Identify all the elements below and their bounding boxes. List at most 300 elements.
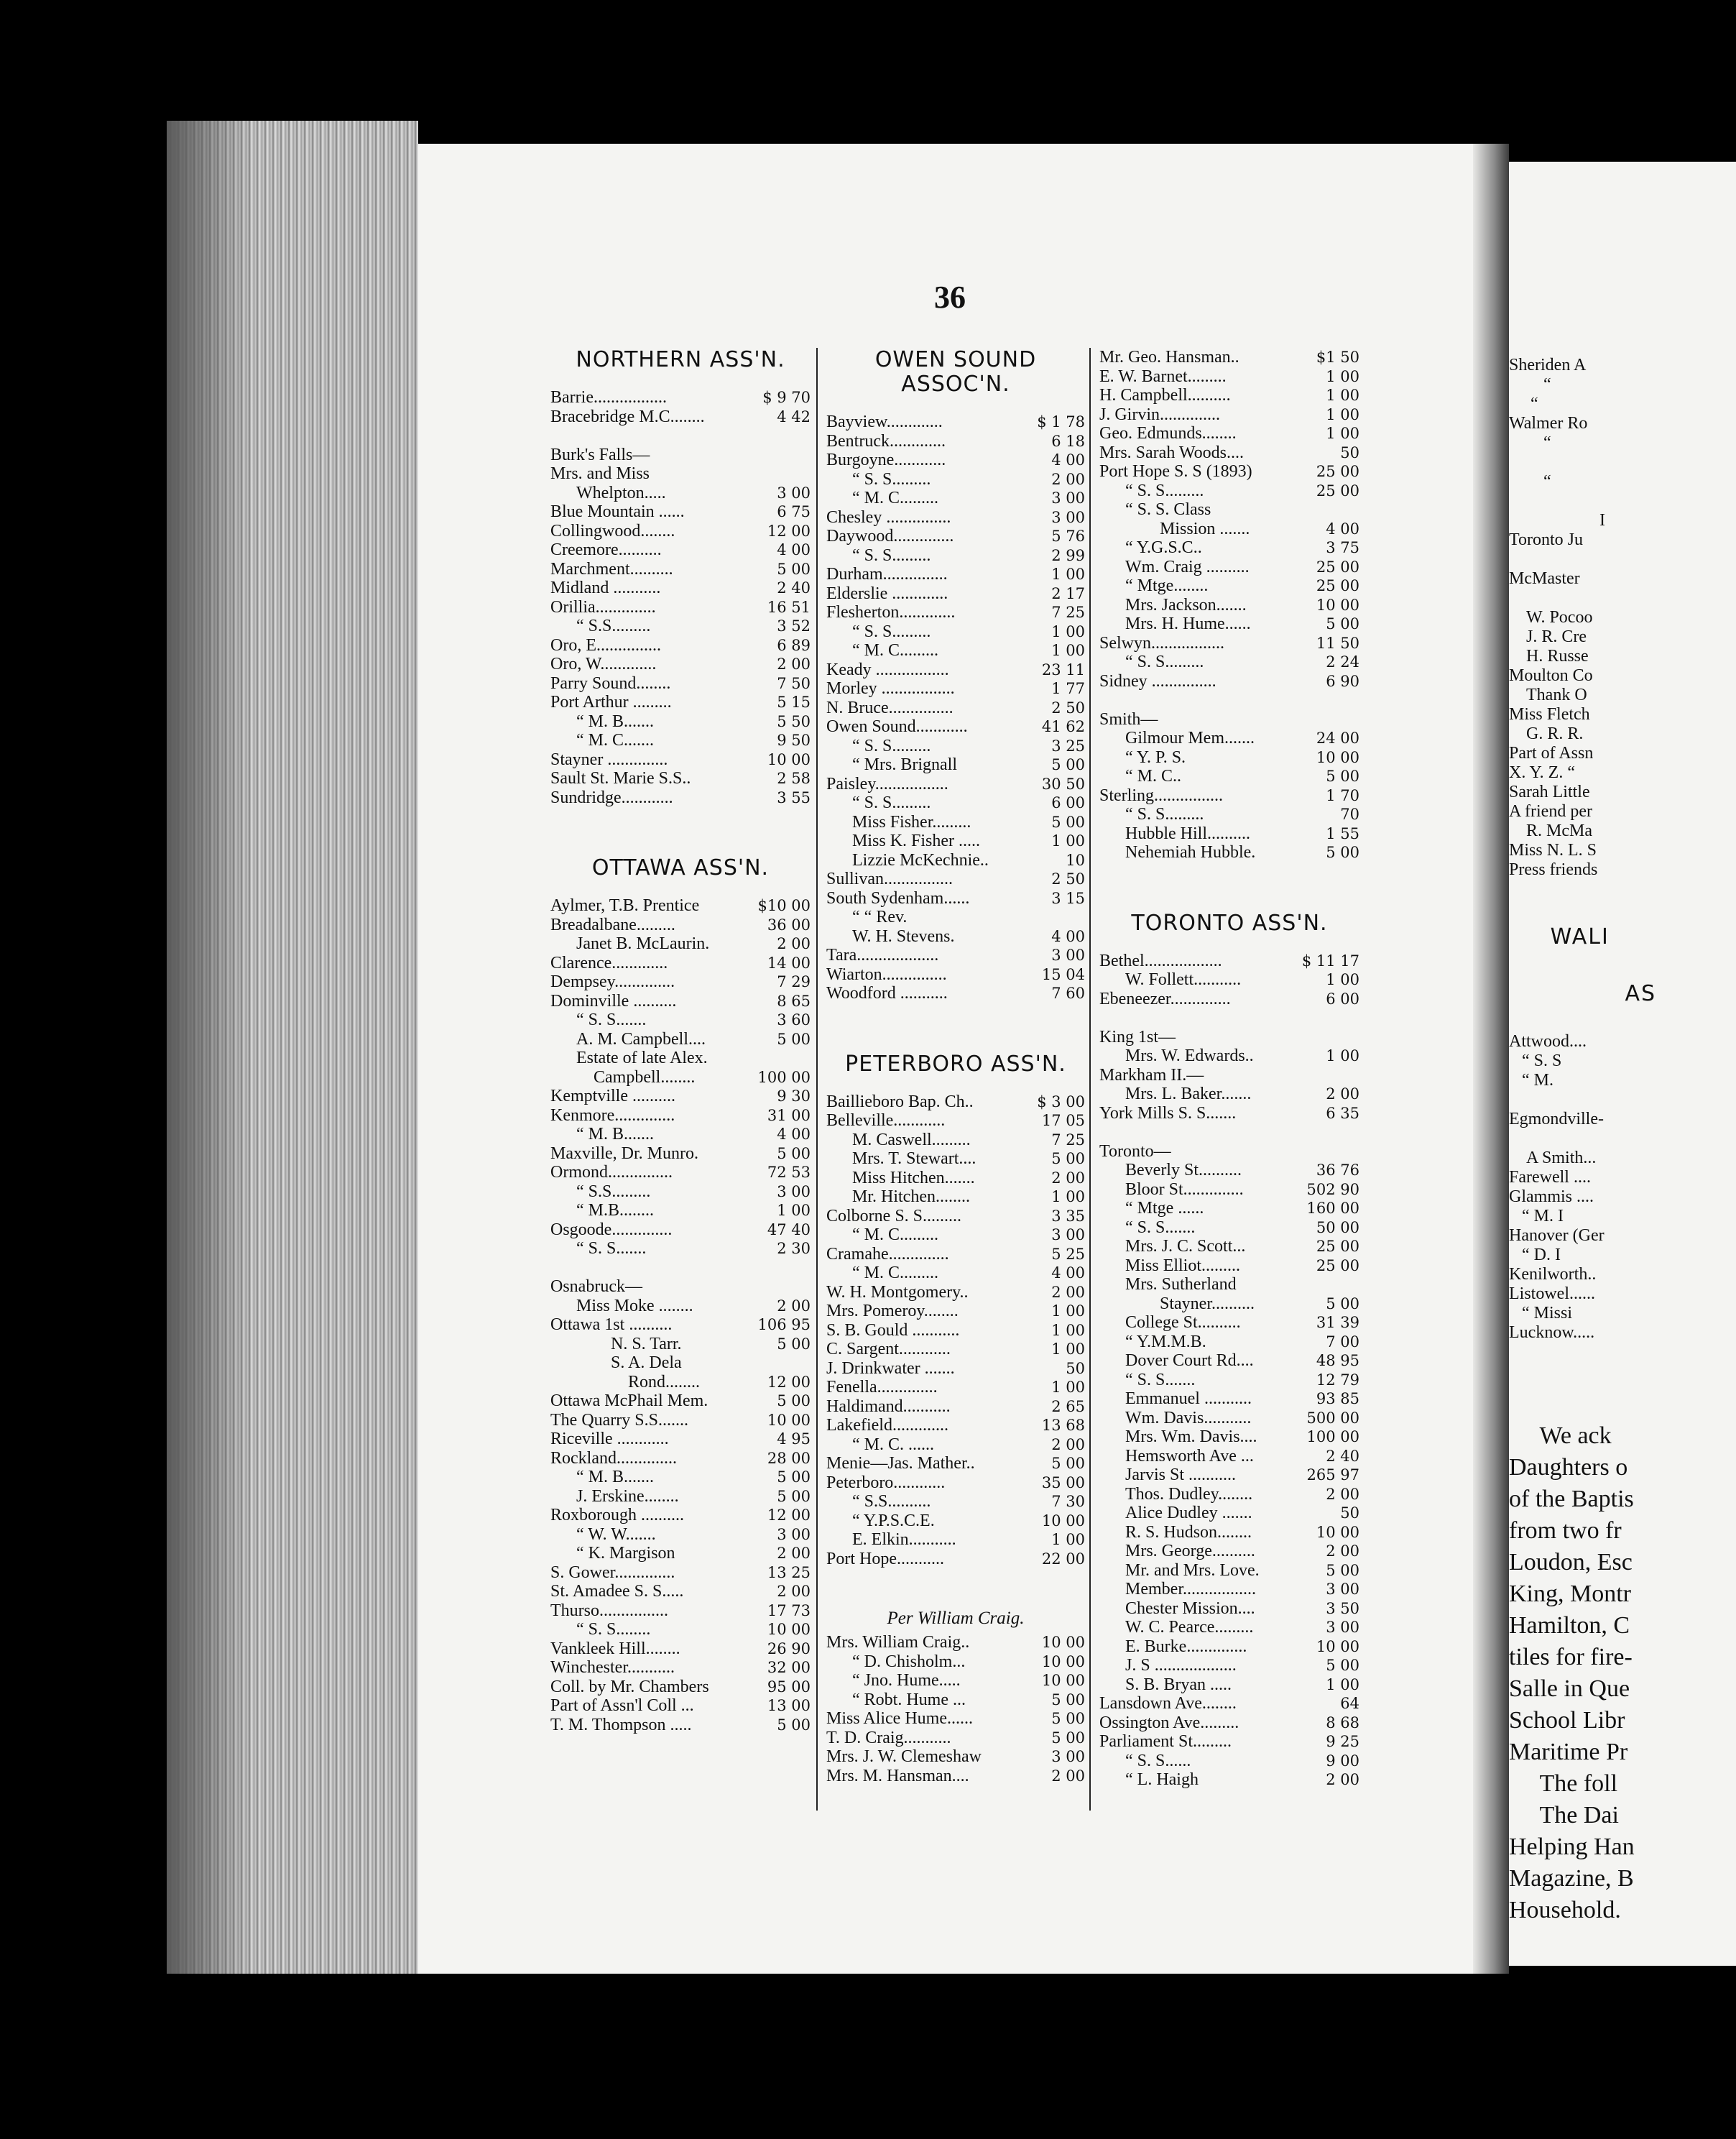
section-heading: OTTAWA ASS'N. [591,855,770,880]
contribution-amount: 7 00 [1326,1333,1359,1351]
contribution-amount: 9 30 [777,1087,811,1105]
contribution-amount: 4 42 [777,408,811,426]
contributor-name: “ S.S.......... [826,1492,931,1511]
contribution-amount: 13 68 [1041,1417,1085,1434]
fragment-line [1509,1362,1656,1381]
ledger-row [826,946,1085,965]
section-heading: PETERBORO ASS'N. [845,1051,1066,1077]
contribution-amount: 3 00 [1326,1619,1359,1636]
fragment-line: We ack [1509,1422,1612,1449]
contribution-amount: 3 35 [1051,1207,1085,1225]
fragment-line: The foll [1509,1770,1618,1797]
contributor-name: “ M. C......... [826,641,938,660]
contribution-amount [1293,1008,1359,1028]
ledger-row [550,750,811,770]
ledger-row [1099,672,1359,691]
contributor-name: Mrs. Pomeroy........ [826,1302,959,1320]
fragment-line: King, Montr [1509,1581,1631,1607]
contribution-amount: 5 00 [1051,1690,1085,1708]
contribution-amount: 5 00 [1326,844,1359,861]
contribution-amount: 5 50 [777,712,811,730]
contribution-amount: 3 00 [1326,1581,1359,1598]
ledger-row [826,832,1085,851]
contribution-amount: 4 00 [1051,927,1085,945]
ledger-row [1099,1237,1359,1256]
fragment-line [1509,880,1656,899]
contribution-amount: 6 90 [1326,672,1359,690]
contributor-name: Miss K. Fisher ..... [826,832,981,850]
fragment-line: Press friends [1509,860,1598,879]
ledger-row [550,1563,811,1583]
fragment-line: Walmer Ro [1509,414,1588,433]
contributor-name: W. C. Pearce......... [1099,1618,1254,1637]
contributor-name: “ M. C.. [1099,767,1181,786]
contributor-name: Nehemiah Hubble. [1099,843,1256,862]
contribution-amount: 2 00 [1051,1283,1085,1301]
contribution-amount: 3 25 [1051,737,1085,755]
fragment-line: tiles for fire- [1509,1644,1633,1670]
ledger-row [550,1106,811,1126]
ledger-row [826,470,1085,489]
contributor-name: Rond........ [550,1372,701,1392]
fragment-line: Maritime Pr [1509,1739,1628,1765]
ledger-row [550,655,811,674]
contributor-name: Winchester........... [550,1658,675,1677]
fragment-line: Sheriden A [1509,356,1587,374]
ledger-row [1099,424,1359,443]
contribution-amount: 5 00 [1326,615,1359,632]
ledger-row [1099,653,1359,672]
ledger-row [1099,1008,1359,1028]
ledger-row [826,908,1085,927]
contribution-amount: 10 00 [1316,1523,1359,1541]
contributor-name: “ K. Margison [550,1544,675,1563]
ledger-row [826,1340,1085,1359]
contribution-amount: 36 00 [767,916,811,934]
ledger-row [1099,1732,1359,1752]
contribution-amount: 10 00 [1041,1672,1085,1689]
fragment-line: Moulton Co [1509,666,1593,685]
fragment-line: Daughters o [1509,1454,1628,1481]
fragment-line: Hamilton, C [1509,1612,1630,1639]
contribution-amount: 28 00 [767,1449,811,1467]
contributor-name: Creemore.......... [550,540,662,559]
ledger-row [1099,1351,1359,1371]
contribution-amount: 8 65 [777,992,811,1010]
contribution-amount [744,1277,811,1297]
contribution-amount: 5 00 [777,1144,811,1162]
ledger-row [826,546,1085,566]
ledger-row [1099,824,1359,844]
ledger-row [550,1544,811,1563]
ledger-row [826,1302,1085,1321]
ledger-row [550,1315,811,1335]
contribution-amount: 265 97 [1306,1466,1359,1484]
contribution-amount [1293,500,1359,520]
contribution-amount: 50 [1340,443,1359,461]
contributor-name: Chesley ............... [826,507,951,527]
contributor-name: Mrs. M. Hansman.... [826,1766,969,1785]
contributor-name: Flesherton............. [826,603,956,622]
ledger-row [1099,462,1359,482]
ledger-row [550,1658,811,1678]
ledger-row [826,1321,1085,1340]
fragment-line: from two fr [1509,1517,1622,1544]
ledger-row [1099,1523,1359,1542]
contributor-name: “ S.S......... [550,617,651,635]
section-spacer [826,1003,1085,1052]
ledger-row [550,617,811,636]
contribution-amount: 1 00 [1051,622,1085,640]
ledger-row [550,1639,811,1659]
contribution-amount: 1 00 [777,1202,811,1219]
fragment-line: H. Russe [1509,647,1589,666]
contributor-name: Barrie................. [550,388,667,407]
contribution-amount: 25 00 [1316,1238,1359,1255]
fragment-line: J. R. Cre [1509,627,1587,646]
ledger-row [826,1767,1085,1786]
contribution-amount: 5 00 [777,1030,811,1048]
contributor-name: S. A. Dela [550,1353,682,1372]
contributor-name: Mrs. L. Baker....... [1099,1085,1252,1103]
contributor-name: Ottawa McPhail Mem. [550,1392,708,1410]
contributor-name: Stayner .............. [550,750,668,769]
contributor-name: Member................. [1099,1580,1256,1598]
ledger-row [550,1353,811,1373]
column-3 [1099,348,1359,1790]
contributor-name: Mrs. J. C. Scott... [1099,1237,1246,1256]
contributor-name: E. Elkin........... [826,1530,956,1549]
contribution-amount: 12 00 [767,522,811,540]
ledger-row [550,484,811,503]
contribution-amount: 10 00 [1316,1637,1359,1655]
fragment-line: Household. [1509,1897,1621,1923]
ledger-row [550,992,811,1011]
ledger-row [550,674,811,694]
contribution-amount: 3 00 [1051,947,1085,964]
contribution-amount: 3 52 [777,617,811,635]
fragment-line: McMaster [1509,569,1580,588]
contribution-amount: 5 76 [1051,528,1085,545]
ledger-row [550,1201,811,1220]
contributor-name: Blue Mountain ...... [550,502,685,521]
contributor-name: “ S. S......... [826,546,931,565]
contribution-amount: 25 00 [1316,482,1359,500]
contribution-amount: 2 00 [1326,1085,1359,1103]
ledger-row [1099,1447,1359,1466]
ledger-row [1099,386,1359,405]
contributor-name: Bethel.................. [1099,951,1222,970]
ledger-row [1099,558,1359,577]
contributor-name: N. S. Tarr. [550,1334,682,1353]
contribution-amount [1293,1123,1359,1142]
contribution-amount: 6 35 [1326,1104,1359,1122]
ledger-row [550,972,811,992]
contributor-name: S. B. Gould ........... [826,1320,960,1340]
contributor-name [1099,1123,1293,1142]
contributor-name: Morley ................. [826,679,955,698]
contribution-amount: 5 00 [1051,756,1085,773]
contribution-amount [744,1353,811,1373]
contributor-name: Wm. Davis........... [1099,1408,1252,1427]
ledger-row [826,1169,1085,1188]
ledger-row [826,1690,1085,1710]
contribution-amount: $10 00 [757,897,811,914]
contribution-amount: 2 00 [777,656,811,673]
ledger-row [1099,1675,1359,1695]
contribution-amount: 3 75 [1326,539,1359,556]
ledger-row [1099,538,1359,558]
contributor-name: C. Sargent............ [826,1340,951,1358]
contributor-name: Colborne S. S......... [826,1206,962,1225]
contributor-name: Keady ................. [826,660,949,679]
contribution-amount: 6 89 [777,636,811,654]
ledger-row [550,896,811,916]
contribution-amount: 3 00 [777,1525,811,1543]
contribution-amount: $ 9 70 [762,389,811,406]
contribution-amount: 47 40 [767,1220,811,1238]
ledger-row [826,1092,1085,1112]
contribution-amount: 9 25 [1326,1733,1359,1750]
contributor-name: Beverly St.......... [1099,1161,1242,1179]
contributor-name: “ “ Rev. [826,908,908,926]
ledger-row [826,1747,1085,1767]
fragment-line: “ S. S [1509,1052,1562,1070]
contributor-name: Ormond............... [550,1163,673,1182]
contribution-amount: 2 50 [1051,870,1085,888]
contributor-name: Midland ........... [550,579,661,597]
fragment-line: Lucknow..... [1509,1323,1595,1342]
contributor-name: Ebeneezer.............. [1099,989,1231,1008]
contribution-amount: 2 00 [1326,1542,1359,1560]
ledger-row [550,954,811,973]
ledger-row [826,889,1085,908]
ledger-row [826,1633,1085,1652]
contributor-name: Sundridge............ [550,788,673,807]
contributor-name: Kenmore.............. [550,1105,675,1125]
contribution-amount: 2 40 [1326,1447,1359,1465]
ledger-row [826,1111,1085,1131]
ledger-row [550,712,811,732]
contribution-amount: $1 50 [1316,349,1359,366]
contributor-name [1099,1008,1293,1028]
contribution-amount: 17 73 [767,1601,811,1619]
contributor-name: “ Mtge........ [1099,576,1209,595]
contributor-name: Lizzie McKechnie.. [826,850,989,870]
ledger-row [1099,1485,1359,1504]
contribution-amount: 1 77 [1051,680,1085,697]
contributor-name: Jarvis St ........... [1099,1466,1237,1484]
contribution-amount: 2 50 [1051,699,1085,717]
contribution-amount: 3 00 [1051,1226,1085,1243]
fragment-line: WALI [1509,924,1610,949]
contribution-amount: 3 00 [777,484,811,502]
contribution-amount: 6 75 [777,503,811,520]
contributor-name: “ S. S......... [1099,481,1204,500]
contributor-name: W. H. Montgomery.. [826,1282,969,1302]
contribution-amount: 2 00 [1051,1767,1085,1785]
contributor-name: S. B. Bryan ..... [1099,1675,1232,1694]
contributor-name: King 1st— [1099,1027,1176,1046]
ledger-row [550,464,811,484]
contributor-name: St. Amadee S. S..... [550,1582,684,1601]
ledger-row [826,413,1085,432]
ledger-row [826,565,1085,584]
ledger-row [550,1297,811,1316]
fragment-line: Thank O [1509,686,1587,704]
contribution-amount [1293,1028,1359,1047]
ledger-row [826,584,1085,604]
contributor-name: “ D. Chisholm... [826,1652,966,1671]
ledger-row [1099,786,1359,806]
contribution-amount: 14 00 [767,954,811,972]
ledger-row [826,1187,1085,1207]
contribution-amount: 1 00 [1051,1188,1085,1205]
contributor-name: Part of Assn'l Coll ... [550,1696,694,1715]
contributor-name: Maxville, Dr. Munro. [550,1144,698,1163]
contributor-name: Sidney ............... [1099,671,1216,691]
ledger-row [826,717,1085,737]
contribution-amount: 1 00 [1051,1302,1085,1320]
ledger-row [1099,843,1359,862]
contribution-amount: 32 00 [767,1659,811,1676]
contributor-name: Paisley................. [826,774,948,794]
fragment-line: Hanover (Ger [1509,1226,1605,1245]
contributor-name: Janet B. McLaurin. [550,934,710,953]
contribution-amount: 3 60 [777,1011,811,1029]
contributor-name: “ M. C....... [550,731,654,750]
contribution-amount: 7 25 [1051,604,1085,621]
contributor-name: R. S. Hudson........ [1099,1522,1252,1542]
contribution-amount: 1 00 [1051,1379,1085,1396]
contribution-amount: 3 15 [1051,889,1085,907]
contributor-name: Lakefield............. [826,1416,948,1435]
fragment-line: School Libr [1509,1707,1625,1734]
ledger-row [826,432,1085,451]
contributor-name [1099,691,1293,710]
ledger-row [826,1550,1085,1569]
ledger-row [1099,1389,1359,1409]
contribution-amount [744,446,811,465]
contributor-name: “ Y.G.S.C.. [1099,538,1202,557]
contribution-amount: 50 [1066,1359,1085,1377]
contributor-name: Thurso................ [550,1601,668,1620]
contributor-name: “ Jno. Hume..... [826,1671,961,1690]
contributor-name: “ W. W....... [550,1524,656,1544]
contribution-amount: 93 85 [1316,1390,1359,1407]
contribution-amount: 1 00 [1051,1321,1085,1339]
ledger-row [550,1620,811,1639]
contributor-name: Gilmour Mem....... [1099,729,1255,748]
contributor-name: Mrs. William Craig.. [826,1633,970,1652]
contribution-amount: 4 00 [1326,520,1359,538]
contribution-amount: 5 15 [777,694,811,711]
contributor-name: T. M. Thompson ..... [550,1715,692,1734]
ledger-row [550,1487,811,1506]
next-page-text [1509,356,1656,1926]
fragment-line: Magazine, B [1509,1865,1634,1892]
contribution-amount: 1 00 [1326,405,1359,423]
contributor-name: Dempsey.............. [550,972,675,991]
contributor-name: Mrs. J. W. Clemeshaw [826,1747,982,1766]
contributor-name [550,1259,744,1278]
contributor-name: Daywood.............. [826,527,954,546]
contributor-name: Port Hope........... [826,1549,944,1568]
contributor-name: Ossington Ave......... [1099,1713,1239,1732]
ledger-row [826,603,1085,622]
ledger-row [550,731,811,750]
contribution-amount: 5 00 [1051,1150,1085,1167]
contributor-name: Mrs. Jackson....... [1099,595,1247,615]
ledger-row [826,1512,1085,1531]
ledger-row [1099,1637,1359,1657]
contribution-amount: 26 90 [767,1639,811,1657]
contribution-amount: 10 00 [1041,1634,1085,1651]
ledger-row [1099,1618,1359,1637]
contributor-name: E. W. Barnet......... [1099,367,1227,386]
contribution-amount: 3 00 [1051,508,1085,526]
contributor-name: E. Burke.............. [1099,1637,1247,1656]
ledger-row [1099,1770,1359,1790]
contribution-amount: 3 55 [777,788,811,806]
ledger-row [550,1525,811,1545]
contribution-amount: 25 00 [1316,1256,1359,1274]
contribution-amount [1293,1142,1359,1162]
contribution-amount: 5 00 [777,1487,811,1505]
contribution-amount: 1 00 [1326,1675,1359,1693]
ledger-row [1099,710,1359,730]
ledger-row [826,1245,1085,1264]
contribution-amount: 10 00 [1041,1652,1085,1670]
contributor-name: Bloor St.............. [1099,1179,1244,1199]
ledger-row [826,489,1085,508]
contribution-amount: 9 50 [777,732,811,749]
ledger-row [1099,1066,1359,1085]
ledger-row [826,755,1085,775]
contributor-name: “ Mrs. Brignall [826,755,957,774]
ledger-row [1099,596,1359,615]
ledger-row [550,1163,811,1182]
contribution-amount: 4 00 [777,541,811,558]
contribution-amount: 5 00 [1051,1710,1085,1727]
contribution-amount: 7 60 [1051,985,1085,1002]
contribution-amount: 12 79 [1316,1371,1359,1389]
ledger-row [1099,1504,1359,1523]
contributor-name: J. Erskine........ [550,1486,679,1506]
contribution-amount: 2 00 [777,935,811,952]
contributor-name: Markham II.— [1099,1065,1204,1085]
contribution-amount: 3 00 [1051,1748,1085,1765]
fragment-line [1509,453,1656,472]
right-page-fragment [1509,162,1736,1966]
column-divider [816,348,818,1811]
contribution-amount: 5 00 [777,1716,811,1734]
contributor-name: York Mills S. S....... [1099,1103,1237,1123]
contribution-amount: 5 00 [1326,1657,1359,1674]
ledger-row [826,1207,1085,1226]
ledger-row [826,965,1085,985]
ledger-row [1099,1599,1359,1619]
ledger-row [550,388,811,408]
contributor-name: Ottawa 1st .......... [550,1315,673,1334]
ledger-row [826,641,1085,661]
contributor-name: Oro, E............... [550,635,661,655]
contributor-name: College St.......... [1099,1313,1241,1332]
contributor-name [550,426,744,446]
ledger-row [826,1652,1085,1672]
contribution-amount: 12 00 [767,1506,811,1524]
contribution-amount: 50 [1340,1504,1359,1522]
